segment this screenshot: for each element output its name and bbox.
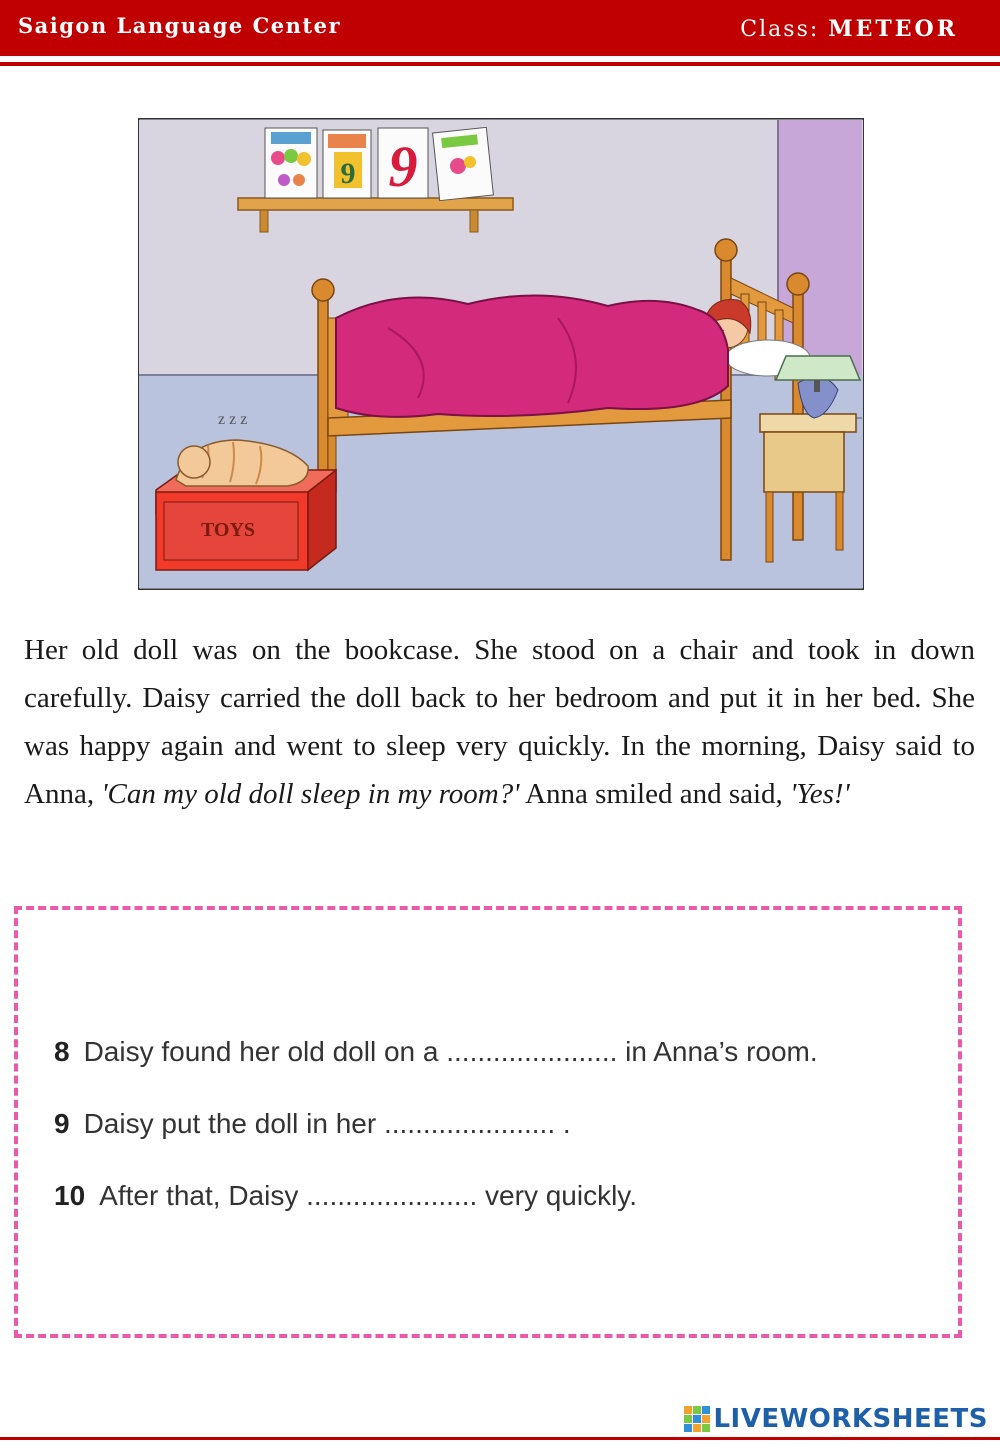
center-name: Saigon Language Center (18, 13, 342, 38)
sleep-symbol: z z z (218, 411, 248, 428)
story-text-part2: Anna smiled and said, (519, 778, 791, 810)
question-text[interactable]: Daisy put the doll in her ...................... . (83, 1108, 571, 1139)
question-10 (54, 1180, 637, 1212)
bedroom-illustration (138, 118, 864, 590)
card-3-number: 9 (388, 134, 418, 199)
footer-rule (0, 1437, 1000, 1440)
question-text[interactable]: After that, Daisy ...................... very quickly. (99, 1180, 638, 1211)
liveworksheets-brand: LIVEWORKSHEETS (713, 1404, 988, 1434)
class-value: METEOR (828, 16, 958, 42)
question-9 (54, 1108, 571, 1140)
story-quote-2: 'Yes!' (790, 778, 850, 810)
card-2-number: 9 (340, 157, 356, 190)
liveworksheets-logo[interactable] (683, 1402, 988, 1436)
liveworksheets-logo-icon (683, 1405, 711, 1433)
birthday-cards (265, 127, 493, 200)
header-rule (0, 62, 1000, 66)
page-header (0, 0, 1000, 56)
questions-box (14, 906, 962, 1338)
class-info (740, 16, 958, 42)
story-paragraph (24, 626, 975, 818)
question-number: 10 (54, 1180, 86, 1211)
class-label: Class: (740, 17, 820, 42)
question-8 (54, 1036, 818, 1068)
question-number: 8 (54, 1036, 70, 1067)
question-text[interactable]: Daisy found her old doll on a ...................... in Anna’s room. (83, 1036, 818, 1067)
toy-box-label: TOYS (200, 519, 256, 541)
story-text-part1: Her old doll was on the bookcase. She stood on a chair and took in down carefully. Daisy carried the doll back to her bedroom and put it in her bed. She was happy again and went to sleep very quickly. In the morning, Daisy said to Anna, (24, 634, 975, 810)
question-number: 9 (54, 1108, 70, 1139)
story-quote-1: 'Can my old doll sleep in my room?' (101, 778, 520, 810)
